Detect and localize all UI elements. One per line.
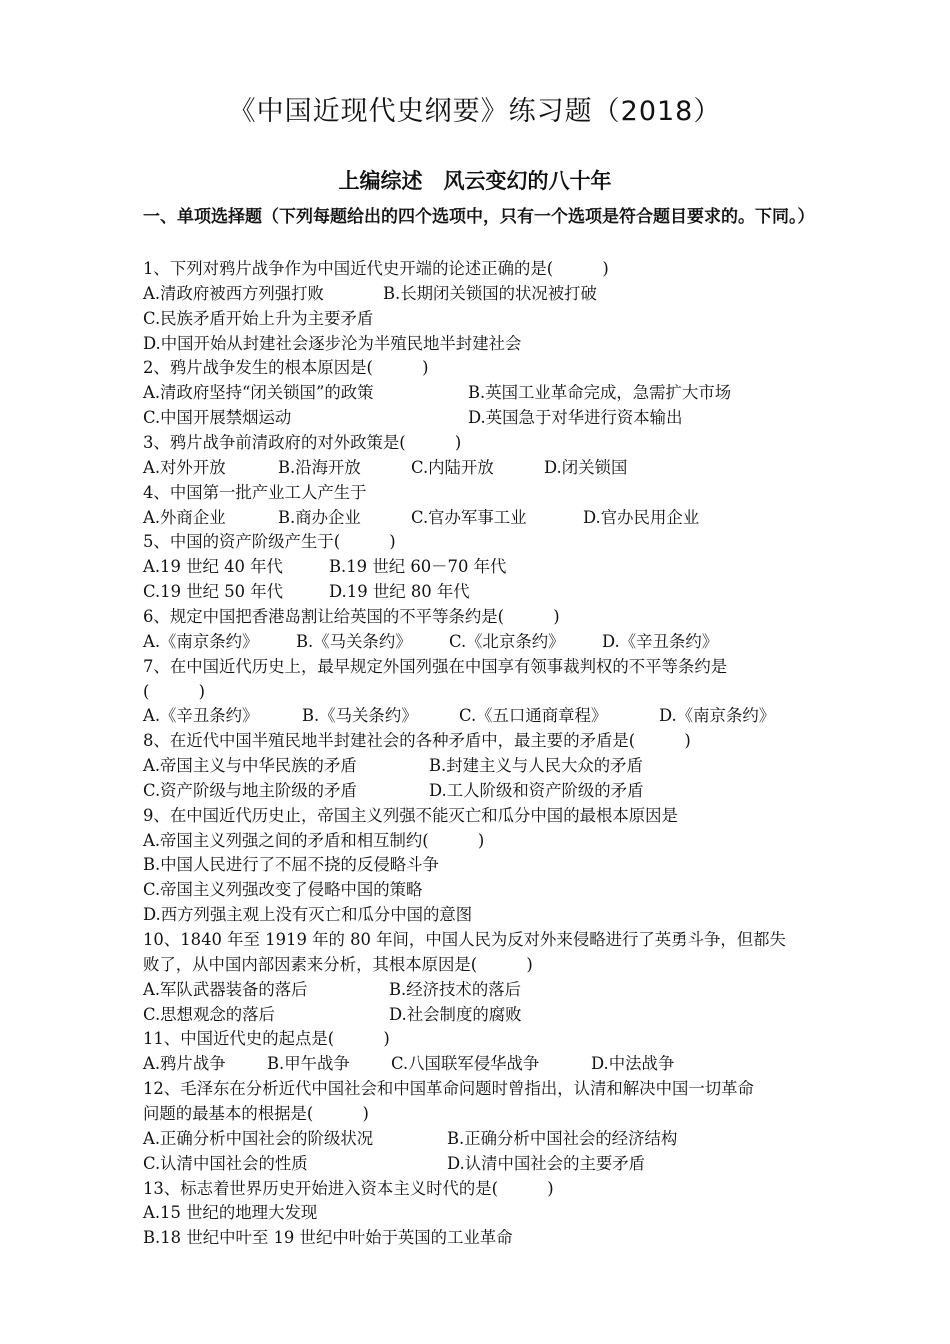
answer-option: A.外商企业 [143, 507, 226, 527]
document-title: 《中国近现代史纲要》练习题（2018） [228, 96, 722, 127]
answer-option: C.八国联军侵华战争 [391, 1054, 540, 1074]
answer-option: D.西方列强主观上没有灭亡和瓜分中国的意图 [143, 905, 473, 925]
answer-option: B.《马关条约》 [302, 706, 418, 726]
answer-option: A.清政府坚持“闭关锁国”的政策 [143, 383, 374, 403]
answer-option: B.英国工业革命完成，急需扩大市场 [468, 383, 732, 403]
answer-option: D.《南京条约》 [659, 706, 776, 726]
answer-option: B.沿海开放 [278, 457, 361, 477]
answer-option: B.18 世纪中叶至 19 世纪中叶始于英国的工业革命 [143, 1228, 513, 1248]
answer-option: D.英国急于对华进行资本输出 [468, 408, 683, 428]
question-stem: ( ) [143, 681, 205, 701]
answer-option: B.甲午战争 [267, 1054, 350, 1074]
answer-option: A.19 世纪 40 年代 [143, 557, 283, 577]
answer-option: A.对外开放 [143, 457, 226, 477]
answer-option: A.帝国主义与中华民族的矛盾 [143, 756, 357, 775]
question-stem: 1、下列对鸦片战争作为中国近代史开端的论述正确的是( ) [143, 259, 609, 278]
answer-option: C.19 世纪 50 年代 [143, 582, 284, 601]
answer-option: D.中法战争 [591, 1054, 675, 1074]
answer-option: B.长期闭关锁国的状况被打破 [383, 283, 597, 303]
answer-option: B.商办企业 [278, 507, 361, 527]
answer-option: A.《辛丑条约》 [143, 706, 259, 726]
answer-option: D.认清中国社会的主要矛盾 [447, 1153, 646, 1173]
answer-option: A.《南京条约》 [143, 631, 259, 651]
section-subtitle: 上编综述 风云变幻的八十年 [338, 169, 612, 193]
answer-option: B.19 世纪 60－70 年代 [329, 557, 507, 577]
question-stem: 6、规定中国把香港岛割让给英国的不平等条约是( ) [143, 606, 560, 626]
answer-option: D.闭关锁国 [544, 457, 628, 477]
answer-option: C.《五口通商章程》 [459, 706, 608, 726]
answer-option: C.资产阶级与地主阶级的矛盾 [143, 780, 357, 800]
answer-option: B.正确分析中国社会的经济结构 [447, 1128, 678, 1148]
answer-option: B.封建主义与人民大众的矛盾 [429, 756, 643, 775]
question-stem: 13、标志着世界历史开始进入资本主义时代的是( ) [143, 1178, 554, 1198]
answer-option: D.19 世纪 80 年代 [329, 582, 470, 601]
answer-option: C.民族矛盾开始上升为主要矛盾 [143, 308, 374, 328]
question-stem: 2、鸦片战争发生的根本原因是( ) [143, 358, 429, 378]
question-stem: 问题的最基本的根据是( ) [143, 1103, 369, 1123]
answer-option: A.帝国主义列强之间的矛盾和相互制约( ) [143, 830, 485, 850]
question-type-heading: 一、单项选择题（下列每题给出的四个选项中，只有一个选项是符合题目要求的。下同。） [143, 207, 815, 227]
question-stem: 4、中国第一批产业工人产生于 [143, 482, 367, 502]
answer-option: C.官办军事工业 [411, 507, 527, 527]
answer-option: B.经济技术的落后 [389, 979, 521, 999]
answer-option: D.中国开始从封建社会逐步沦为半殖民地半封建社会 [143, 333, 522, 353]
question-stem: 9、在中国近代历史止，帝国主义列强不能灭亡和瓜分中国的最根本原因是 [143, 805, 678, 825]
question-stem: 10、1840 年至 1919 年的 80 年间，中国人民为反对外来侵略进行了英勇斗争，但都失 [143, 930, 786, 949]
answer-option: C.中国开展禁烟运动 [143, 408, 292, 428]
answer-option: C.思想观念的落后 [143, 1004, 275, 1024]
question-stem: 3、鸦片战争前清政府的对外政策是( ) [143, 433, 462, 452]
answer-option: D.《辛丑条约》 [602, 631, 719, 651]
answer-option: D.工人阶级和资产阶级的矛盾 [429, 780, 644, 800]
answer-option: B.中国人民进行了不屈不挠的反侵略斗争 [143, 855, 439, 875]
answer-option: A.15 世纪的地理大发现 [143, 1203, 318, 1223]
answer-option: C.内陆开放 [411, 457, 494, 477]
answer-option: D.社会制度的腐败 [389, 1004, 522, 1024]
question-stem: 败了，从中国内部因素来分析，其根本原因是( ) [143, 954, 533, 974]
answer-option: A.鸦片战争 [143, 1054, 226, 1074]
question-stem: 5、中国的资产阶级产生于( ) [143, 532, 396, 552]
question-stem: 12、毛泽东在分析近代中国社会和中国革命问题时曾指出，认清和解决中国一切革命 [143, 1079, 754, 1099]
question-stem: 11、中国近代史的起点是( ) [143, 1029, 390, 1049]
question-stem: 7、在中国近代历史上，最早规定外国列强在中国享有领事裁判权的不平等条约是 [143, 656, 728, 676]
answer-option: A.军队武器装备的落后 [143, 979, 308, 999]
question-stem: 8、在近代中国半殖民地半封建社会的各种矛盾中，最主要的矛盾是( ) [143, 731, 691, 751]
answer-option: C.《北京条约》 [449, 631, 565, 651]
answer-option: C.帝国主义列强改变了侵略中国的策略 [143, 880, 423, 900]
answer-option: D.官办民用企业 [583, 507, 700, 527]
answer-option: A.正确分析中国社会的阶级状况 [143, 1128, 374, 1148]
answer-option: A.清政府被西方列强打败 [143, 283, 324, 303]
answer-option: B.《马关条约》 [296, 631, 412, 651]
answer-option: C.认清中国社会的性质 [143, 1153, 308, 1173]
